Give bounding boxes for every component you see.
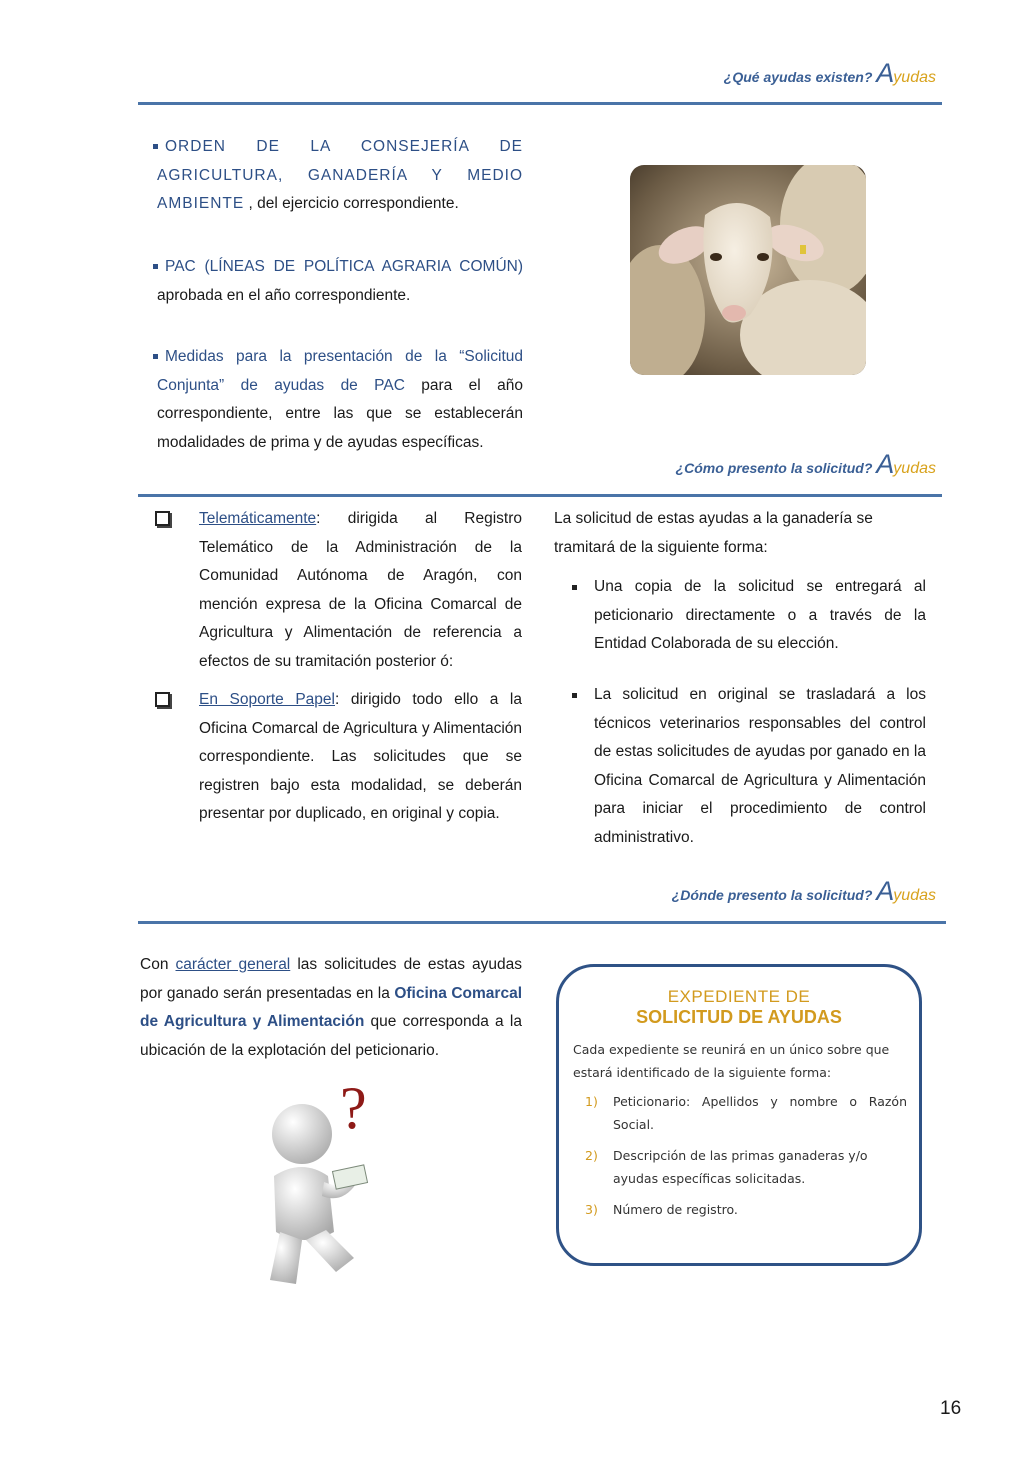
bullet-item — [157, 133, 523, 219]
general-link[interactable]: carácter general — [175, 956, 291, 973]
section-header-ayudas-existen — [724, 58, 936, 89]
bullet-icon — [153, 264, 158, 269]
section-header-letter: A — [876, 58, 894, 88]
option-text: : dirigido todo ello a la Oficina Comarcal de Agricultura y Alimentación correspondiente. Las solicitudes que se registren bajo esta modalidad, se deberán presentar por duplicado, en original y copia. — [199, 691, 522, 822]
submission-option-telematic — [199, 505, 522, 676]
list-number: 2) — [585, 1148, 598, 1163]
box-intro: Cada expediente se reunirá en un único sobre que estará identificado de la siguiente forma: — [573, 1042, 890, 1080]
header-rule — [138, 921, 946, 924]
section-header-como-presento — [676, 449, 936, 480]
bullet-upper: ORDEN DE LA CONSEJERÍA DE AGRICULTURA, GANADERÍA Y MEDIO AMBIENTE — [157, 138, 523, 212]
where-text: que corresponda a la ubicación de la explotación del peticionario. — [140, 1013, 522, 1059]
procedure-item — [594, 681, 926, 852]
procedure-item — [594, 573, 926, 659]
section-header-word: yudas — [893, 69, 936, 86]
where-paragraph — [140, 951, 522, 1065]
bullet-upper: Medidas para la presentación de la “Solicitud Conjunta” de ayudas de PAC — [157, 348, 523, 394]
sheep-photo — [630, 165, 866, 375]
bullet-icon — [153, 144, 158, 149]
bullet-icon — [572, 585, 577, 590]
box-title-line1: EXPEDIENTE DE — [667, 987, 811, 1006]
where-text: las solicitudes de estas ayudas por ganado serán presentadas en la — [140, 956, 522, 1002]
office-name: Oficina Comarcal de Agricultura y Alimentación — [140, 984, 522, 1030]
box-list-item — [585, 1090, 907, 1136]
section-header-letter: A — [876, 449, 894, 479]
procedure-intro: La solicitud de estas ayudas a la ganadería se tramitará de la siguiente forma: — [554, 510, 873, 556]
section-header-donde-presento — [672, 876, 936, 907]
list-text: Número de registro. — [613, 1202, 738, 1217]
person-with-question-icon — [244, 1072, 382, 1300]
section-header-letter: A — [876, 876, 894, 906]
bullet-upper: PAC (LÍNEAS DE POLÍTICA AGRARIA COMÚN) — [165, 258, 523, 275]
procedure-item-text: Una copia de la solicitud se entregará al peticionario directamente o a través de la Entidad Colaborada de su elección. — [594, 578, 926, 652]
question-mark: ? — [340, 1075, 367, 1141]
option-link[interactable]: En Soporte Papel — [199, 691, 335, 708]
list-number: 1) — [585, 1094, 598, 1109]
submission-option-paper — [199, 686, 522, 829]
expediente-box — [556, 964, 922, 1266]
box-title-line2: SOLICITUD DE AYUDAS — [636, 1007, 842, 1027]
bullet-item — [157, 343, 523, 457]
header-rule — [138, 494, 942, 497]
section-header-question: ¿Cómo presento la solicitud? — [675, 460, 873, 476]
page-number: 16 — [940, 1398, 962, 1419]
option-text: : dirigida al Registro Telemático de la Administración de la Comunidad Autónoma de Aragón, con mención expresa de la Oficina Comarcal de Agricultura y Alimentación de referencia a efectos de su tramitación posterior ó: — [199, 510, 522, 670]
bullet-icon — [572, 693, 577, 698]
section-header-question: ¿Dónde presento la solicitud? — [671, 887, 873, 903]
bullet-rest: para el año correspondiente, entre las que se establecerán modalidades de prima y de ayudas específicas. — [157, 376, 523, 451]
bullet-item — [157, 253, 523, 310]
where-text: Con — [140, 956, 176, 973]
section-header-word: yudas — [893, 460, 936, 477]
list-text: Peticionario: Apellidos y nombre o Razón Social. — [613, 1094, 907, 1132]
list-text: Descripción de las primas ganaderas y/o ayudas específicas solicitadas. — [613, 1148, 868, 1186]
section-header-word: yudas — [893, 887, 936, 904]
question-figure-illustration — [244, 1072, 382, 1300]
sheep-image — [630, 165, 866, 375]
box-list-item — [585, 1198, 907, 1221]
box-list-item — [585, 1144, 907, 1190]
procedure-item-text: La solicitud en original se trasladará a los técnicos veterinarios responsables del control de estas solicitudes de ayudas por ganado en la Oficina Comarcal de Agricultura y Alimentación para iniciar el procedimiento de control administrativo. — [594, 686, 926, 846]
bullet-icon — [153, 354, 158, 359]
option-link[interactable]: Telemáticamente — [199, 510, 317, 527]
list-number: 3) — [585, 1202, 598, 1217]
header-rule — [138, 102, 942, 105]
section-header-question: ¿Qué ayudas existen? — [723, 69, 873, 85]
bullet-rest: , del ejercicio correspondiente. — [244, 195, 459, 212]
checkbox-icon — [155, 511, 170, 526]
bullet-rest: aprobada en el año correspondiente. — [157, 286, 411, 304]
checkbox-icon — [155, 692, 170, 707]
